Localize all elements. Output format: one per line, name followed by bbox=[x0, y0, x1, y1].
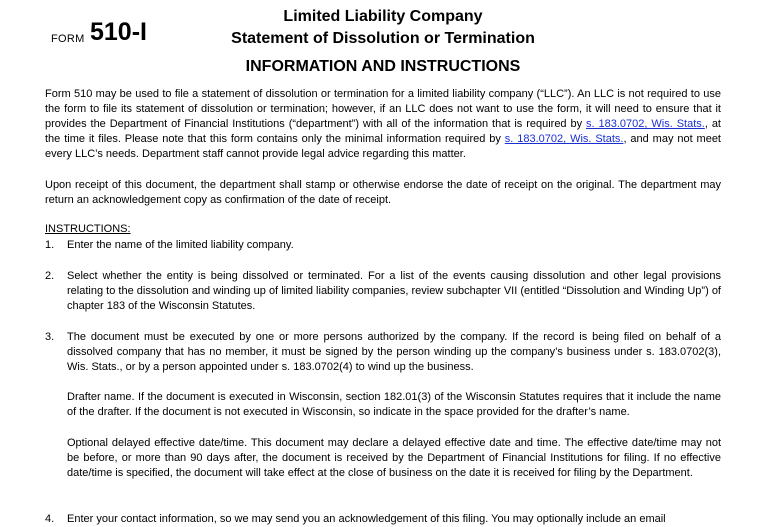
instruction-item-2 bbox=[45, 269, 721, 314]
form-label: FORM bbox=[51, 33, 85, 45]
intro-text-2: , at the time it files. Please note that this form contains only the minimal information required by bbox=[45, 118, 721, 145]
instruction-item-3 bbox=[45, 330, 721, 375]
intro-text-1: Form 510 may be used to file a statement of dissolution or termination for a limited liability company (“LLC”). An LLC is not required to use the form to file its statement of dissolution or termination; however, if an LLC does not want to use the form, it will need to ensure that it provides the Department of Financial Institutions (“department”) with all of the information that is required by bbox=[45, 88, 721, 130]
item-text: Select whether the entity is being dissolved or terminated. For a list of the events causing dissolution and other legal provisions relating to the dissolution and winding up of limited liability companies, review subchapter VII (entitled “Dissolution and Winding Up”) of chapter 183 of the Wisconsin Statutes. bbox=[67, 270, 721, 312]
drafter-paragraph: Drafter name. If the document is executed in Wisconsin, section 182.01(3) of the Wisconsin Statutes requires that it include the name of the drafter. If the document is not executed in Wisconsin, so indicate in the space provided for the drafter’s name. bbox=[67, 391, 721, 418]
delayed-date-paragraph: Optional delayed effective date/time. This document may declare a delayed effective date and time. The effective date/time may not be before, or more than 90 days after, the document is received by the Department of Financial Institutions for filing. If no effective date/time is specified, the document will take effect at the close of business on the date it is received for filing by the Department. bbox=[67, 437, 721, 479]
title-line-1: Limited Liability Company bbox=[283, 8, 483, 25]
receipt-paragraph: Upon receipt of this document, the department shall stamp or otherwise endorse the date of receipt on the original. The department may return an acknowledgement copy as confirmation of the date of receipt. bbox=[45, 179, 721, 206]
item-number: 1. bbox=[45, 239, 55, 251]
item-number: 3. bbox=[45, 331, 55, 343]
form-number: 510-I bbox=[90, 18, 147, 46]
instruction-item-4 bbox=[45, 512, 721, 527]
instructions-heading: INSTRUCTIONS: bbox=[45, 223, 131, 235]
statute-link-2[interactable]: s. 183.0702, Wis. Stats. bbox=[504, 133, 624, 145]
item-text: The document must be executed by one or more persons authorized by the company. If the record is being filed on behalf of a dissolved company that has no member, it must be signed by the person winding up the company’s business under s. 183.0702(3), Wis. Stats., or by a person appointed under s. 183.0702(4) to wind up the business. bbox=[67, 331, 721, 373]
title-line-2: Statement of Dissolution or Termination bbox=[231, 30, 535, 47]
title-line-3: INFORMATION AND INSTRUCTIONS bbox=[245, 58, 521, 75]
intro-paragraph bbox=[45, 87, 721, 162]
item-number: 4. bbox=[45, 513, 55, 525]
statute-link-1[interactable]: s. 183.0702, Wis. Stats. bbox=[586, 118, 705, 130]
item-text: Enter your contact information, so we may send you an acknowledgement of this filing. You may optionally include an email bbox=[67, 513, 666, 525]
instruction-item-1 bbox=[45, 238, 721, 253]
item-text: Enter the name of the limited liability company. bbox=[67, 239, 294, 251]
item-number: 2. bbox=[45, 270, 55, 282]
intro-text-3: , and may not meet every LLC’s needs. Department staff cannot provide legal advice regarding this matter. bbox=[45, 133, 721, 160]
